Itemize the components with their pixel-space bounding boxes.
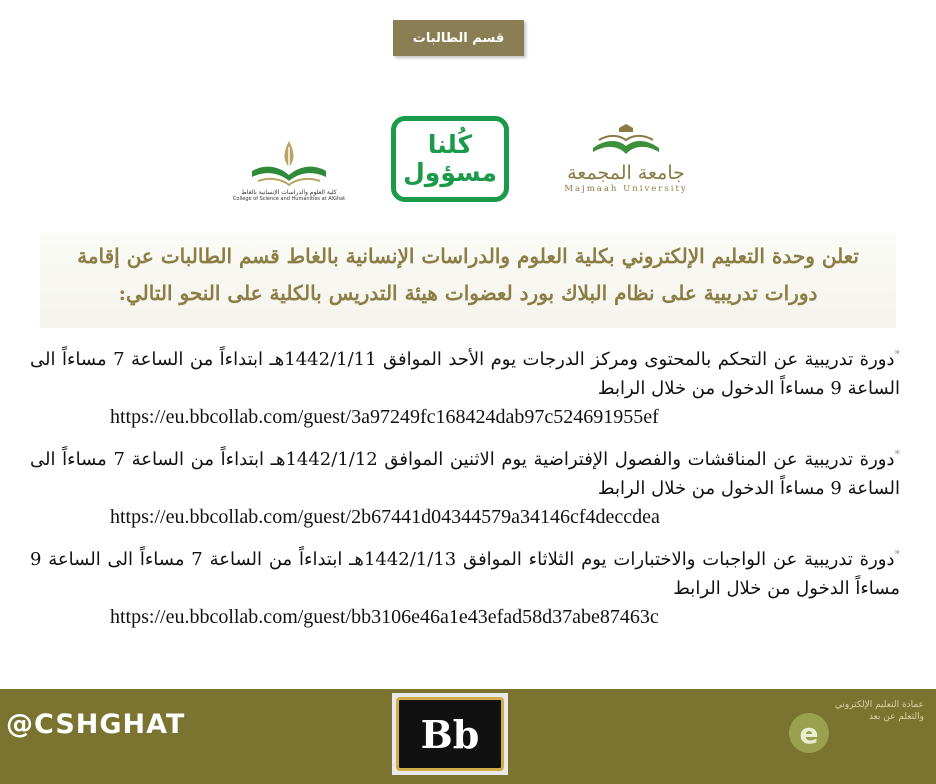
blackboard-logo-inner [396, 697, 504, 771]
university-name-en: Majmaah University [564, 184, 688, 194]
svg-text:e: e [799, 717, 819, 750]
course-link[interactable]: https://eu.bbcollab.com/guest/bb3106e46a1e43efad58d37abe87463c [110, 606, 659, 628]
course-description [30, 540, 900, 603]
bullet-star-icon: * [894, 548, 900, 561]
bullet-star-icon: * [894, 348, 900, 361]
blackboard-logo-text: Bb [420, 711, 480, 757]
footer-bar [0, 689, 936, 784]
announcement-banner [40, 232, 896, 328]
course-link[interactable]: https://eu.bbcollab.com/guest/2b67441d04344579a34146cf4deccdea [110, 506, 660, 528]
college-caption-en: College of Science and Humanities at AlGhat [232, 196, 346, 202]
university-name-ar: جامعة المجمعة [567, 162, 685, 184]
announcement-line1: تعلن وحدة التعليم الإلكتروني بكلية العلوم والدراسات الإنسانية بالغاط قسم الطالبات عن إقامة [77, 244, 859, 268]
course-item [30, 540, 900, 640]
logo-row [0, 112, 936, 208]
course-item [30, 440, 900, 540]
course-text: دورة تدريبية عن التحكم بالمحتوى ومركز الدرجات يوم الأحد الموافق 1442/1/11هـ ابتداءاً من الساعة 7 مساءاً الى الساعة 9 مساءاً الدخول من خلال الرابط [30, 349, 900, 399]
university-emblem-icon [589, 122, 663, 158]
course-link[interactable]: https://eu.bbcollab.com/guest/3a97249fc168424dab97c524691955ef [110, 406, 659, 428]
course-item [30, 340, 900, 440]
responsibility-line2: مسؤول [403, 158, 497, 187]
bullet-star-icon: * [894, 448, 900, 461]
social-handle: @CSHGHAT [6, 709, 186, 740]
responsibility-line1: كُلنا [427, 130, 473, 159]
course-description [30, 440, 900, 503]
course-description [30, 340, 900, 403]
department-badge: قسم الطالبات [393, 20, 524, 56]
course-text: دورة تدريبية عن المناقشات والفصول الإفتراضية يوم الاثنين الموافق 1442/1/12هـ ابتداءاً من الساعة 7 مساءاً الى الساعة 9 مساءاً الدخول من خلال الرابط [30, 449, 900, 499]
university-logo [550, 122, 702, 202]
responsibility-logo [391, 116, 509, 202]
elearning-text: عمادة التعليم الإلكتروني والتعلم عن بعد [834, 700, 924, 722]
announcement-line2: دورات تدريبية على نظام البلاك بورد لعضوات هيئة التدريس بالكلية على النحو التالي: [118, 281, 818, 305]
book-icon [244, 137, 334, 189]
elearning-deanship-logo [782, 693, 926, 771]
blackboard-logo [392, 693, 508, 775]
college-caption-ar: كلية العلوم والدراسات الإنسانية بالغاط [241, 189, 337, 196]
course-text: دورة تدريبية عن الواجبات والاختبارات يوم الثلاثاء الموافق 1442/1/13هـ ابتداءاً من الساعة 7 مساءاً الى الساعة 9 مساءاً الدخول من خلال الرابط [30, 549, 900, 599]
course-list [30, 340, 900, 640]
college-logo [226, 118, 352, 202]
